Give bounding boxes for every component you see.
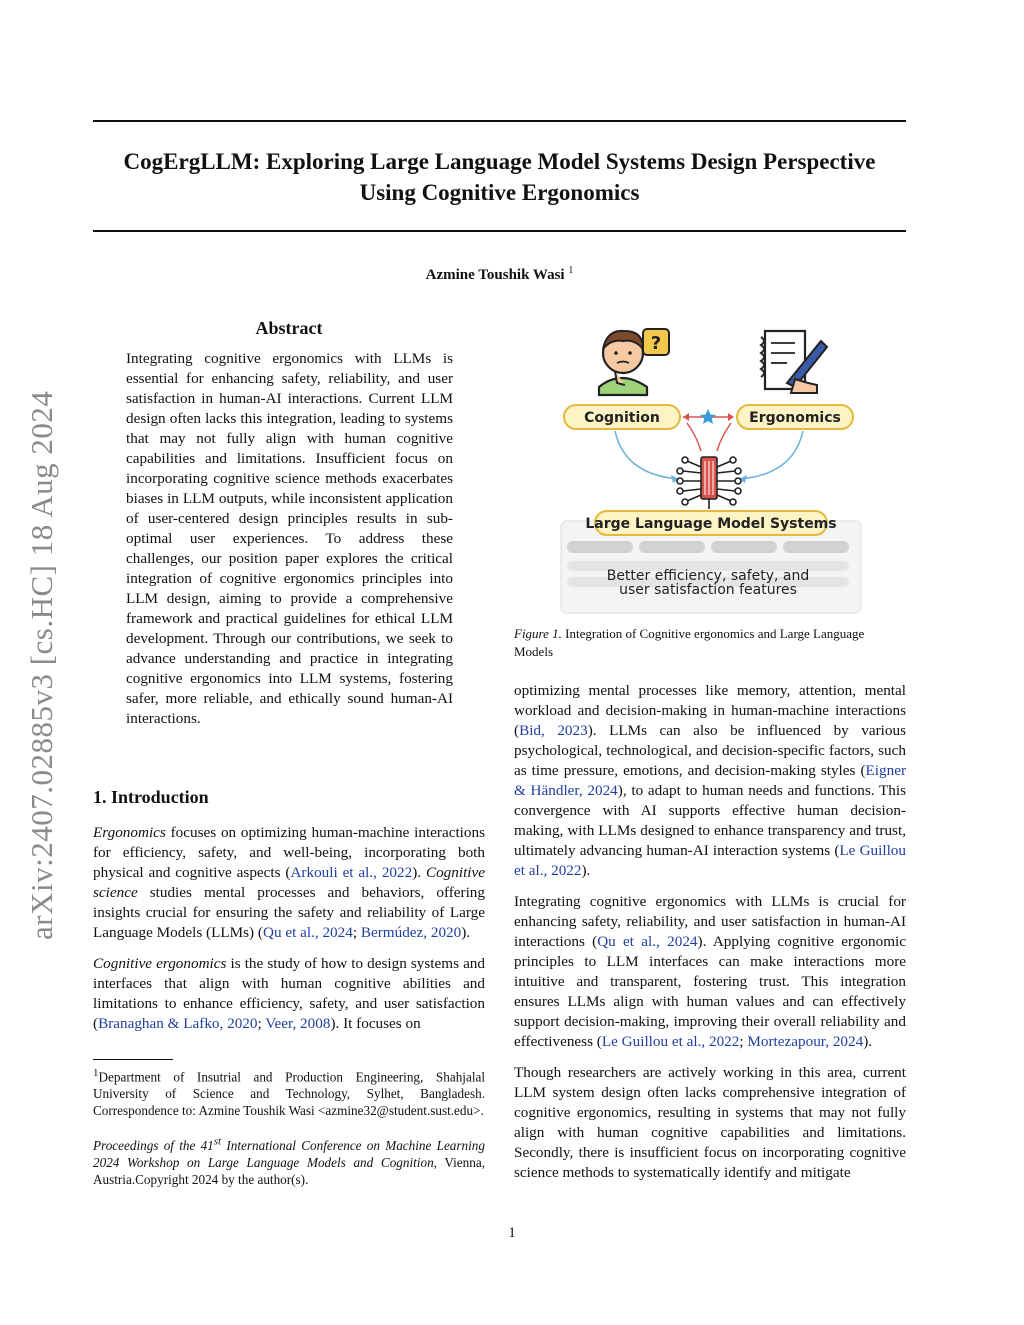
neural-network-icon — [677, 457, 741, 509]
caption-label: Figure 1. — [514, 626, 562, 641]
section-heading-introduction: 1. Introduction — [93, 787, 209, 807]
citation-link[interactable]: Bermúdez, 2020 — [360, 924, 462, 941]
text-run: ; — [739, 1033, 748, 1050]
citation-link[interactable]: Qu et al., 2024 — [262, 924, 353, 941]
citation-link[interactable]: Bid, 2023 — [519, 722, 588, 739]
abstract-body: Integrating cognitive ergonomics with LLMs is essential for enhancing safety, reliability, and user satisfaction in human-AI interactions. Current LLM design often lacks this integration, leading to systems that may not fully align with human cognitive capabilities and limitations. Insufficient focus on incorporating cognitive science methods exacerbates biases in LLM outputs, while inconsistent application of user-centered design principles results in sub-optimal user experiences. To address these challenges, our position paper explores the critical integration of cognitive ergonomics principles into LLM design, aiming to provide a comprehensive framework and practical guidelines for ethical LLM development. Through our contributions, we seek to advance understanding and practice in integrating cognitive ergonomics into LLM systems, fostering safer, more reliable, and ethically sound human-AI interactions. — [126, 350, 453, 727]
cognition-label — [564, 405, 680, 429]
thinking-person-icon — [599, 329, 669, 395]
benefits-line-2: user satisfaction features — [619, 582, 797, 598]
citation-link[interactable]: Eigner & Händler, 2024 — [514, 762, 906, 799]
citation-link[interactable]: Le Guillou et al., 2022 — [601, 1033, 740, 1050]
right-column-body — [514, 681, 906, 1194]
cognition-label-text: Cognition — [584, 410, 660, 426]
figure-1-diagram — [555, 325, 867, 620]
proceedings-note — [93, 1133, 485, 1187]
blue-arrow-left — [615, 431, 679, 479]
top-rule — [93, 120, 906, 122]
footnote-rule — [93, 1059, 173, 1060]
author-name: Azmine Toushik Wasi — [425, 267, 565, 283]
author-line — [93, 265, 906, 284]
left-column-body — [93, 823, 485, 1045]
author-affiliation-mark: 1 — [568, 265, 574, 276]
text-run: optimizing mental processes like memory, attention, mental workload and decision-making in human-machine interactions ( — [514, 682, 906, 739]
figure-1-caption — [514, 625, 906, 661]
footnotes — [93, 1065, 485, 1202]
text-run: focuses on optimizing human-machine interactions for efficiency, safety, and well-being, incorporating both physical and cognitive aspects ( — [93, 824, 485, 881]
text-run: ; — [257, 1015, 266, 1032]
benefits-line-1: Better efficiency, safety, and — [606, 568, 810, 584]
llm-systems-label-text: Large Language Model Systems — [585, 516, 837, 532]
term-cognitive-ergonomics: Cognitive ergonomics — [93, 955, 227, 972]
proceedings-text: , Vienna, Austria.Copyright 2024 by the author(s). — [93, 1154, 485, 1187]
text-run: is the study of how to design systems and interfaces that align with human cognitive abilities and limitations to enhance efficiency, safety, and user satisfaction ( — [93, 955, 485, 1032]
term-cognitive-science: Cognitive science — [93, 864, 485, 901]
proceedings-sup: st — [213, 1135, 222, 1148]
connection-arrow — [683, 409, 734, 424]
term-ergonomics: Ergonomics — [93, 824, 166, 841]
intro-paragraph-1 — [93, 823, 485, 943]
page-number: 1 — [508, 1225, 516, 1241]
blue-arrow-right — [739, 431, 803, 479]
footnote-mark: 1 — [93, 1067, 99, 1079]
citation-link[interactable]: Branaghan & Lafko, 2020 — [98, 1015, 258, 1032]
title-line-1: CogErgLLM: Exploring Large Language Model Systems Design Perspective — [123, 149, 876, 174]
caption-text: Integration of Cognitive ergonomics and Large Language Models — [514, 626, 865, 659]
text-run: ; — [352, 924, 361, 941]
text-run: ). Applying cognitive ergonomic principles to LLM interfaces can make interactions more intuitive and transparent, fostering trust. This integration ensures LLMs align with human values and can effectively support decision-making, improving their overall reliability and effectiveness ( — [514, 933, 906, 1050]
text-run: ). — [581, 862, 591, 879]
citation-link[interactable]: Le Guillou et al., 2022 — [514, 842, 906, 879]
footnote-text: Department of Insutrial and Production Engineering, Shahjalal University of Science and Technology, Sylhet, Bangladesh. Correspondence to: Azmine Toushik Wasi <azmine32@student.sust.edu>. — [93, 1069, 485, 1119]
text-run: studies mental processes and behaviors, offering insights crucial for ensuring the safety and reliability of Large Language Models (LLMs) ( — [93, 884, 485, 941]
citation-link[interactable]: Qu et al., 2024 — [597, 933, 698, 950]
document-pen-icon — [761, 331, 827, 393]
citation-link[interactable]: Veer, 2008 — [265, 1015, 331, 1032]
right-paragraph-2 — [514, 892, 906, 1052]
text-run: ). It focuses on — [330, 1015, 421, 1032]
right-paragraph-3: Though researchers are actively working in this area, current LLM system design often lacks comprehensive integration of cognitive ergonomics, resulting in systems that may not fully align with human cognitive capabilities and limitations. Secondly, there is insufficient focus on incorporating cognitive science methods to systematically identify and mitigate — [514, 1064, 906, 1181]
intro-paragraph-2 — [93, 954, 485, 1034]
title-bottom-rule — [93, 230, 906, 232]
proceedings-text: Proceedings of the 41 — [93, 1137, 214, 1153]
ergonomics-label — [737, 405, 853, 429]
llm-systems-panel — [561, 511, 861, 613]
citation-link[interactable]: Mortezapour, 2024 — [747, 1033, 864, 1050]
right-paragraph-1 — [514, 681, 906, 881]
text-run: ). — [412, 864, 426, 881]
text-run: ). LLMs can also be influenced by various psychological, technological, and decision-specific factors, such as time pressure, emotions, and decision-making styles ( — [514, 722, 906, 779]
star-icon — [700, 409, 716, 424]
affiliation-footnote — [93, 1065, 485, 1119]
arxiv-identifier: arXiv:2407.02885v3 [cs.HC] 18 Aug 2024 — [24, 390, 59, 940]
text-run: ). — [863, 1033, 873, 1050]
ergonomics-label-text: Ergonomics — [749, 410, 841, 426]
red-arrow-right — [717, 423, 731, 451]
question-mark-icon: ? — [650, 333, 662, 354]
text-run: ). — [461, 924, 471, 941]
abstract-heading: Abstract — [255, 318, 323, 338]
citation-link[interactable]: Arkouli et al., 2022 — [290, 864, 413, 881]
red-arrow-left — [687, 423, 701, 451]
title-line-2: Using Cognitive Ergonomics — [359, 180, 640, 205]
proceedings-text: International Conference on Machine Learning 2024 Workshop on Large Language Models and Cognition — [93, 1137, 485, 1170]
paper-title — [93, 146, 906, 208]
text-run: Integrating cognitive ergonomics with LLMs is crucial for enhancing safety, reliability, and user satisfaction in human-AI interactions ( — [514, 893, 906, 950]
text-run: ), to adapt to human needs and functions. This convergence with AI supports effective human decision-making, with LLMs designed to enhance transparency and trust, ultimately advancing human-AI interaction systems ( — [514, 782, 906, 859]
